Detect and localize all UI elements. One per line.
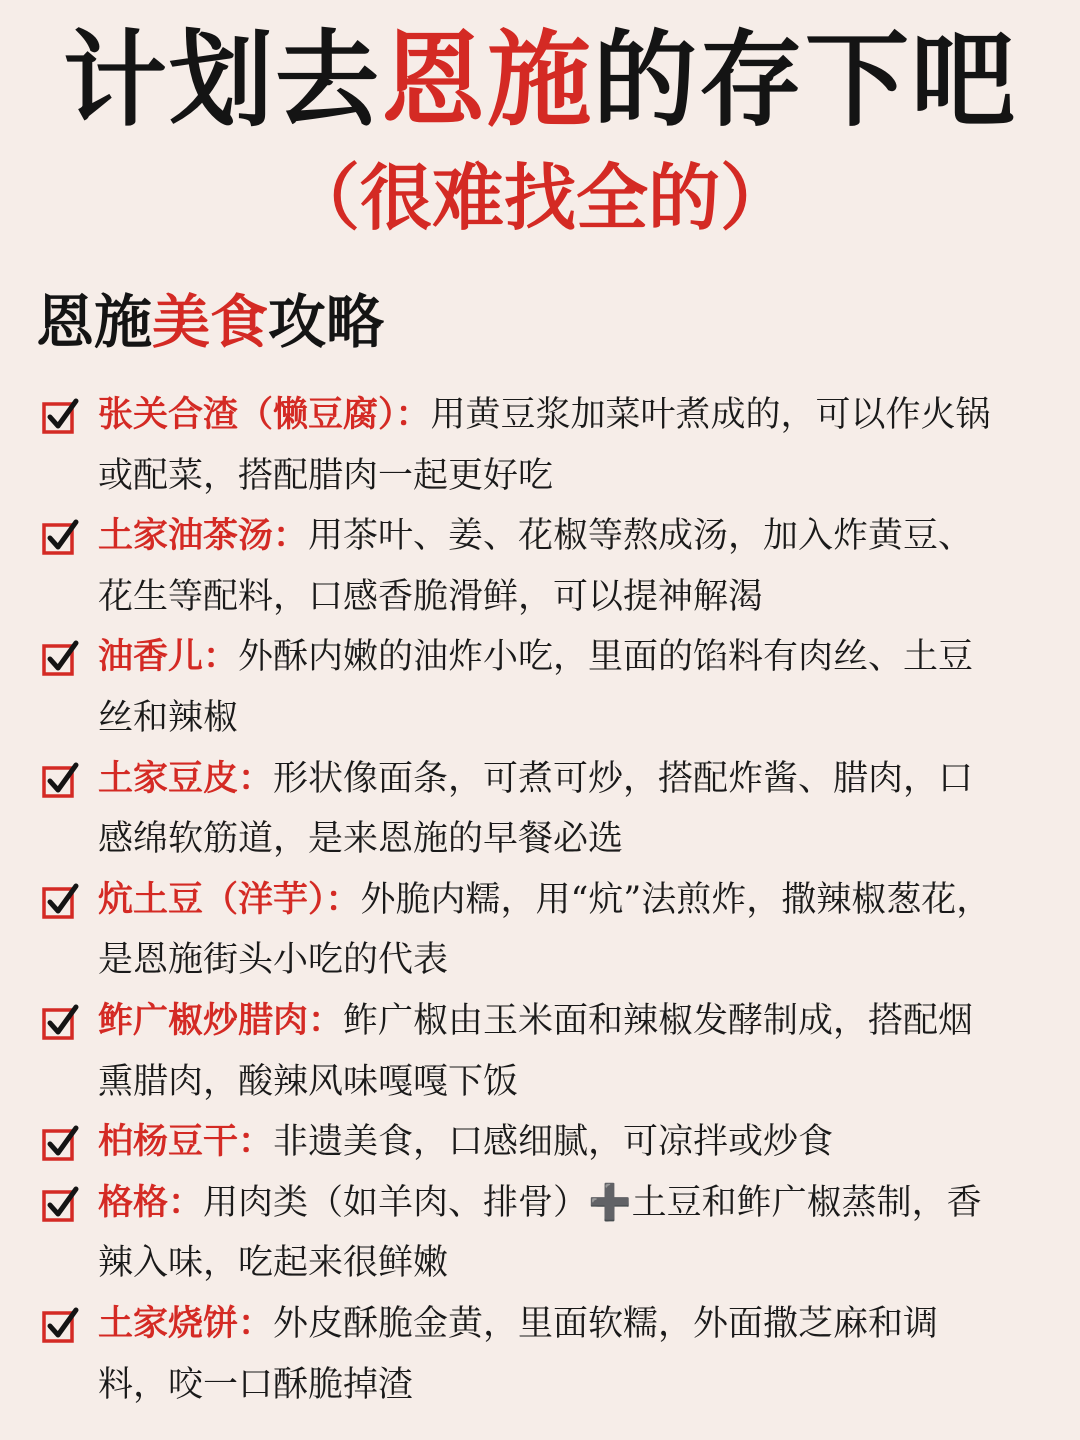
food-item bbox=[40, 627, 1000, 748]
food-item bbox=[40, 991, 1000, 1112]
food-name: 柏杨豆干： bbox=[98, 1121, 274, 1163]
checkbox-checked-icon bbox=[42, 1124, 80, 1162]
food-name: 油香儿： bbox=[98, 636, 239, 678]
food-description: 非遗美食，口感细腻，可凉拌或炒食 bbox=[273, 1122, 834, 1163]
food-item bbox=[40, 1112, 1000, 1173]
food-name: 土家豆皮： bbox=[98, 757, 274, 799]
section-heading-pre: 恩施 bbox=[36, 288, 153, 356]
food-name: 张关合渣（懒豆腐）： bbox=[98, 394, 431, 435]
food-description: 用肉类（如羊肉、排骨）➕土豆和鲊广椒蒸制，香辣入味，吃起来很鲜嫩 bbox=[98, 1182, 982, 1284]
food-description: 外皮酥脆金黄，里面软糯，外面撒芝麻和调料，咬一口酥脆掉渣 bbox=[98, 1303, 939, 1405]
food-description: 用茶叶、姜、花椒等熬成汤，加入炸黄豆、花生等配料，口感香脆滑鲜，可以提神解渴 bbox=[98, 516, 974, 617]
food-name: 格格： bbox=[98, 1181, 204, 1223]
section-heading-highlight: 美食 bbox=[152, 288, 269, 356]
checkbox-checked-icon bbox=[42, 397, 80, 435]
checkbox-checked-icon bbox=[42, 639, 80, 677]
food-item bbox=[40, 870, 1000, 991]
checkbox-checked-icon bbox=[42, 1003, 80, 1041]
checkbox-checked-icon bbox=[42, 518, 80, 556]
food-item bbox=[40, 1173, 1000, 1294]
title-pre: 计划去 bbox=[62, 19, 381, 141]
food-item bbox=[40, 749, 1000, 870]
page-subtitle: （很难找全的） bbox=[287, 156, 792, 240]
food-list bbox=[40, 385, 1000, 1415]
food-item bbox=[40, 506, 1000, 627]
food-description: 外脆内糯，用“炕”法煎炸，撒辣椒葱花，是恩施街头小吃的代表 bbox=[98, 879, 992, 981]
section-heading-post: 攻略 bbox=[268, 288, 385, 356]
food-name: 鲊广椒炒腊肉： bbox=[98, 999, 344, 1041]
food-description: 鲊广椒由玉米面和辣椒发酵制成，搭配烟熏腊肉，酸辣风味嘎嘎下饭 bbox=[98, 1000, 974, 1102]
food-item bbox=[40, 385, 1000, 506]
checkbox-checked-icon bbox=[42, 882, 80, 920]
food-item bbox=[40, 1294, 1000, 1415]
title-post: 的存下吧 bbox=[593, 19, 1018, 141]
section-heading bbox=[36, 286, 384, 358]
checkbox-checked-icon bbox=[42, 1185, 80, 1223]
food-description: 形状像面条，可煮可炒，搭配炸酱、腊肉，口感绵软筋道，是来恩施的早餐必选 bbox=[98, 758, 974, 860]
title-highlight: 恩施 bbox=[380, 19, 593, 141]
food-name: 土家烧饼： bbox=[98, 1302, 274, 1344]
food-description: 用黄豆浆加菜叶煮成的，可以作火锅或配菜，搭配腊肉一起更好吃 bbox=[98, 395, 991, 496]
checkbox-checked-icon bbox=[42, 1306, 80, 1344]
food-name: 土家油茶汤： bbox=[98, 515, 309, 557]
page-title bbox=[0, 19, 1080, 141]
checkbox-checked-icon bbox=[42, 761, 80, 799]
food-name: 炕土豆（洋芋）： bbox=[98, 878, 361, 920]
food-description: 外酥内嫩的油炸小吃，里面的馅料有肉丝、土豆丝和辣椒 bbox=[98, 637, 974, 738]
